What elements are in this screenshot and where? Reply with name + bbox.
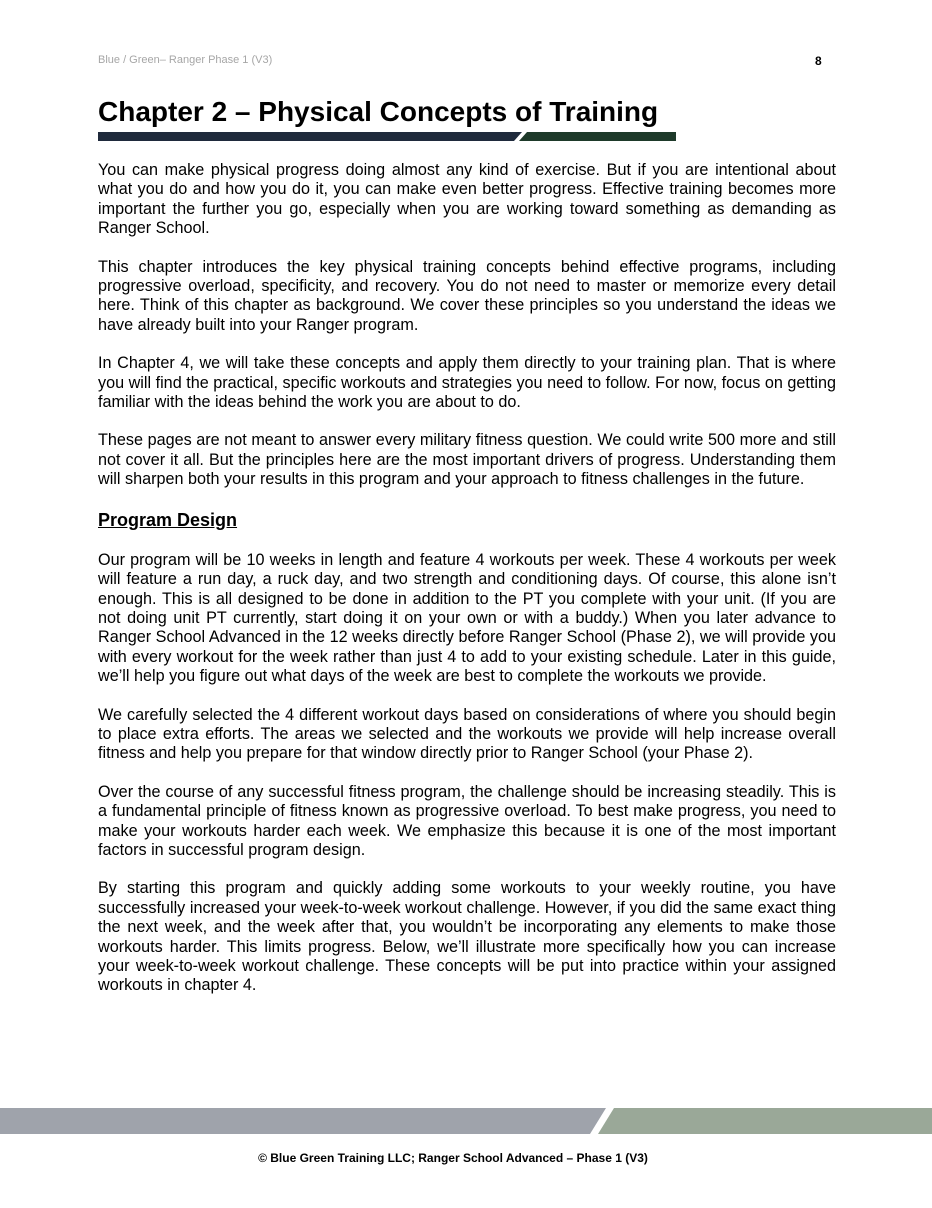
- footer-band-gray-segment: [0, 1108, 606, 1134]
- footer-copyright: © Blue Green Training LLC; Ranger School Advanced – Phase 1 (V3): [258, 1151, 648, 1165]
- footer-decorative-band: [0, 1108, 932, 1134]
- page-body: [98, 161, 836, 1015]
- title-underline-rule: [98, 132, 676, 141]
- chapter-title: Chapter 2 – Physical Concepts of Training: [98, 96, 659, 127]
- intro-paragraph: This chapter introduces the key physical training concepts behind effective programs, including progressive overload, specificity, and recovery. You do not need to master or memorize every detail here. Think of this chapter as background. We cover these principles so you understand the ideas we have already built into your Ranger program.: [98, 257, 836, 334]
- running-header: Blue / Green– Ranger Phase 1 (V3): [98, 54, 273, 66]
- page-number: 8: [815, 54, 822, 68]
- intro-paragraph: You can make physical progress doing almost any kind of exercise. But if you are intentional about what you do and how you do it, you can make even better progress. Effective training becomes more important the further you go, especially when you are working toward something as demanding as Ranger School.: [98, 161, 836, 238]
- intro-paragraph: These pages are not meant to answer every military fitness question. We could write 500 more and still not cover it all. But the principles here are the most important drivers of progress. Understanding them will sharpen both your results in this program and your approach to fitness challenges in the future.: [98, 431, 836, 489]
- section-heading-program-design: Program Design: [98, 509, 238, 530]
- section-paragraph: We carefully selected the 4 different workout days based on considerations of where you should begin to place extra efforts. The areas we selected and the workouts we provide will help increase overall fitness and help you prepare for that window directly prior to Ranger School (your Phase 2).: [98, 705, 836, 763]
- intro-paragraph: In Chapter 4, we will take these concepts and apply them directly to your training plan. That is where you will find the practical, specific workouts and strategies you need to follow. For now, focus on getting familiar with the ideas behind the work you are about to do.: [98, 354, 836, 412]
- section-paragraph: By starting this program and quickly adding some workouts to your weekly routine, you have successfully increased your week-to-week workout challenge. However, if you did the same exact thing the next week, and the week after that, you wouldn’t be incorporating any elements to make those workouts harder. This limits progress. Below, we’ll illustrate more specifically how you can increase your week-to-week workout challenge. These concepts will be put into practice within your assigned workouts in chapter 4.: [98, 879, 836, 995]
- title-rule-green-segment: [519, 132, 676, 141]
- section-paragraph: Our program will be 10 weeks in length and feature 4 workouts per week. These 4 workouts per week will feature a run day, a ruck day, and two strength and conditioning days. Of course, this alone isn’t enough. This is all designed to be done in addition to the PT you complete with your unit. (If you are not doing unit PT currently, start doing it on your own or with a buddy.) When you later advance to Ranger School Advanced in the 12 weeks directly before Ranger School (Phase 2), we will provide you with every workout for the week rather than just 4 to add to your existing schedule. Later in this guide, we’ll help you figure out what days of the week are best to complete the workouts we provide.: [98, 550, 836, 686]
- footer-band-green-segment: [598, 1108, 932, 1134]
- title-rule-navy-segment: [98, 132, 522, 141]
- section-paragraph: Over the course of any successful fitness program, the challenge should be increasing steadily. This is a fundamental principle of fitness known as progressive overload. To best make progress, you need to make your workouts harder each week. We emphasize this because it is one of the most important factors in successful program design.: [98, 782, 836, 859]
